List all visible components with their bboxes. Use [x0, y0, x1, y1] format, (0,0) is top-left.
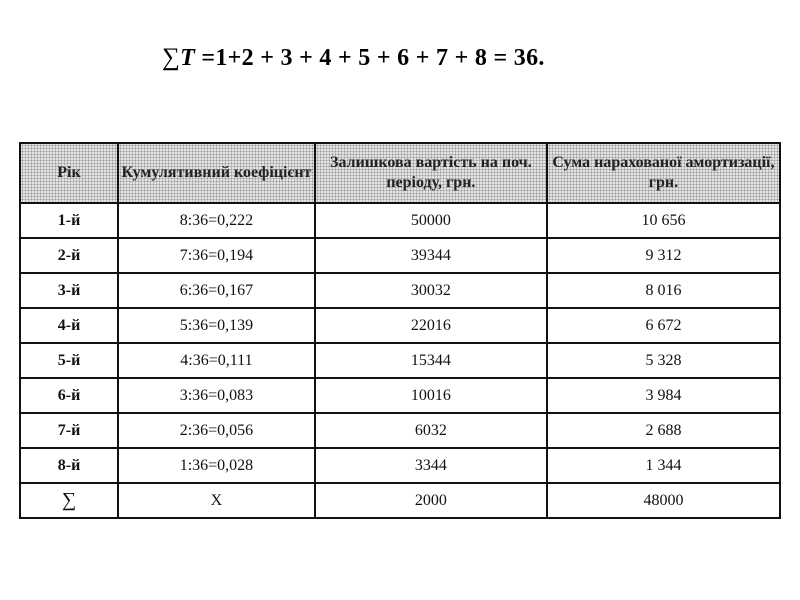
cell-year: 7-й	[20, 413, 118, 448]
cell-depreciation: 9 312	[547, 238, 780, 273]
cell-depreciation: 8 016	[547, 273, 780, 308]
cell-depreciation: 1 344	[547, 448, 780, 483]
total-coefficient: X	[118, 483, 315, 518]
cell-residual-value: 10016	[315, 378, 547, 413]
total-sigma-icon: ∑	[20, 483, 118, 518]
table-row	[20, 413, 780, 448]
sum-formula	[162, 44, 545, 72]
table-row	[20, 273, 780, 308]
cell-year: 8-й	[20, 448, 118, 483]
cell-year: 4-й	[20, 308, 118, 343]
cell-residual-value: 50000	[315, 203, 547, 238]
table-total-row	[20, 483, 780, 518]
cell-year: 3-й	[20, 273, 118, 308]
cell-coefficient: 7:36=0,194	[118, 238, 315, 273]
table-row	[20, 343, 780, 378]
header-cumulative-coefficient: Кумулятивний коефіцієнт	[118, 143, 315, 203]
table-row	[20, 308, 780, 343]
cell-depreciation: 6 672	[547, 308, 780, 343]
cell-residual-value: 15344	[315, 343, 547, 378]
cell-coefficient: 8:36=0,222	[118, 203, 315, 238]
table-row	[20, 238, 780, 273]
header-depreciation-amount: Сума нарахованої амортизації, грн.	[547, 143, 780, 203]
cell-coefficient: 5:36=0,139	[118, 308, 315, 343]
table-header-row	[20, 143, 780, 203]
header-year: Рік	[20, 143, 118, 203]
cell-coefficient: 3:36=0,083	[118, 378, 315, 413]
cell-depreciation: 3 984	[547, 378, 780, 413]
cell-residual-value: 3344	[315, 448, 547, 483]
cell-residual-value: 30032	[315, 273, 547, 308]
cell-coefficient: 1:36=0,028	[118, 448, 315, 483]
table-row	[20, 378, 780, 413]
cell-year: 5-й	[20, 343, 118, 378]
cell-year: 1-й	[20, 203, 118, 238]
table-row	[20, 203, 780, 238]
cell-residual-value: 39344	[315, 238, 547, 273]
header-residual-value: Залишкова вартість на поч. періоду, грн.	[315, 143, 547, 203]
cell-year: 2-й	[20, 238, 118, 273]
formula-expression: =1+2 + 3 + 4 + 5 + 6 + 7 + 8 = 36.	[195, 45, 545, 71]
cell-year: 6-й	[20, 378, 118, 413]
formula-variable: T	[180, 45, 196, 71]
total-depreciation: 48000	[547, 483, 780, 518]
cell-coefficient: 4:36=0,111	[118, 343, 315, 378]
cell-depreciation: 5 328	[547, 343, 780, 378]
total-residual-value: 2000	[315, 483, 547, 518]
sigma-icon: ∑	[162, 44, 181, 71]
cell-depreciation: 2 688	[547, 413, 780, 448]
depreciation-table	[19, 142, 781, 519]
cell-depreciation: 10 656	[547, 203, 780, 238]
cell-coefficient: 2:36=0,056	[118, 413, 315, 448]
cell-coefficient: 6:36=0,167	[118, 273, 315, 308]
cell-residual-value: 22016	[315, 308, 547, 343]
cell-residual-value: 6032	[315, 413, 547, 448]
table-row	[20, 448, 780, 483]
